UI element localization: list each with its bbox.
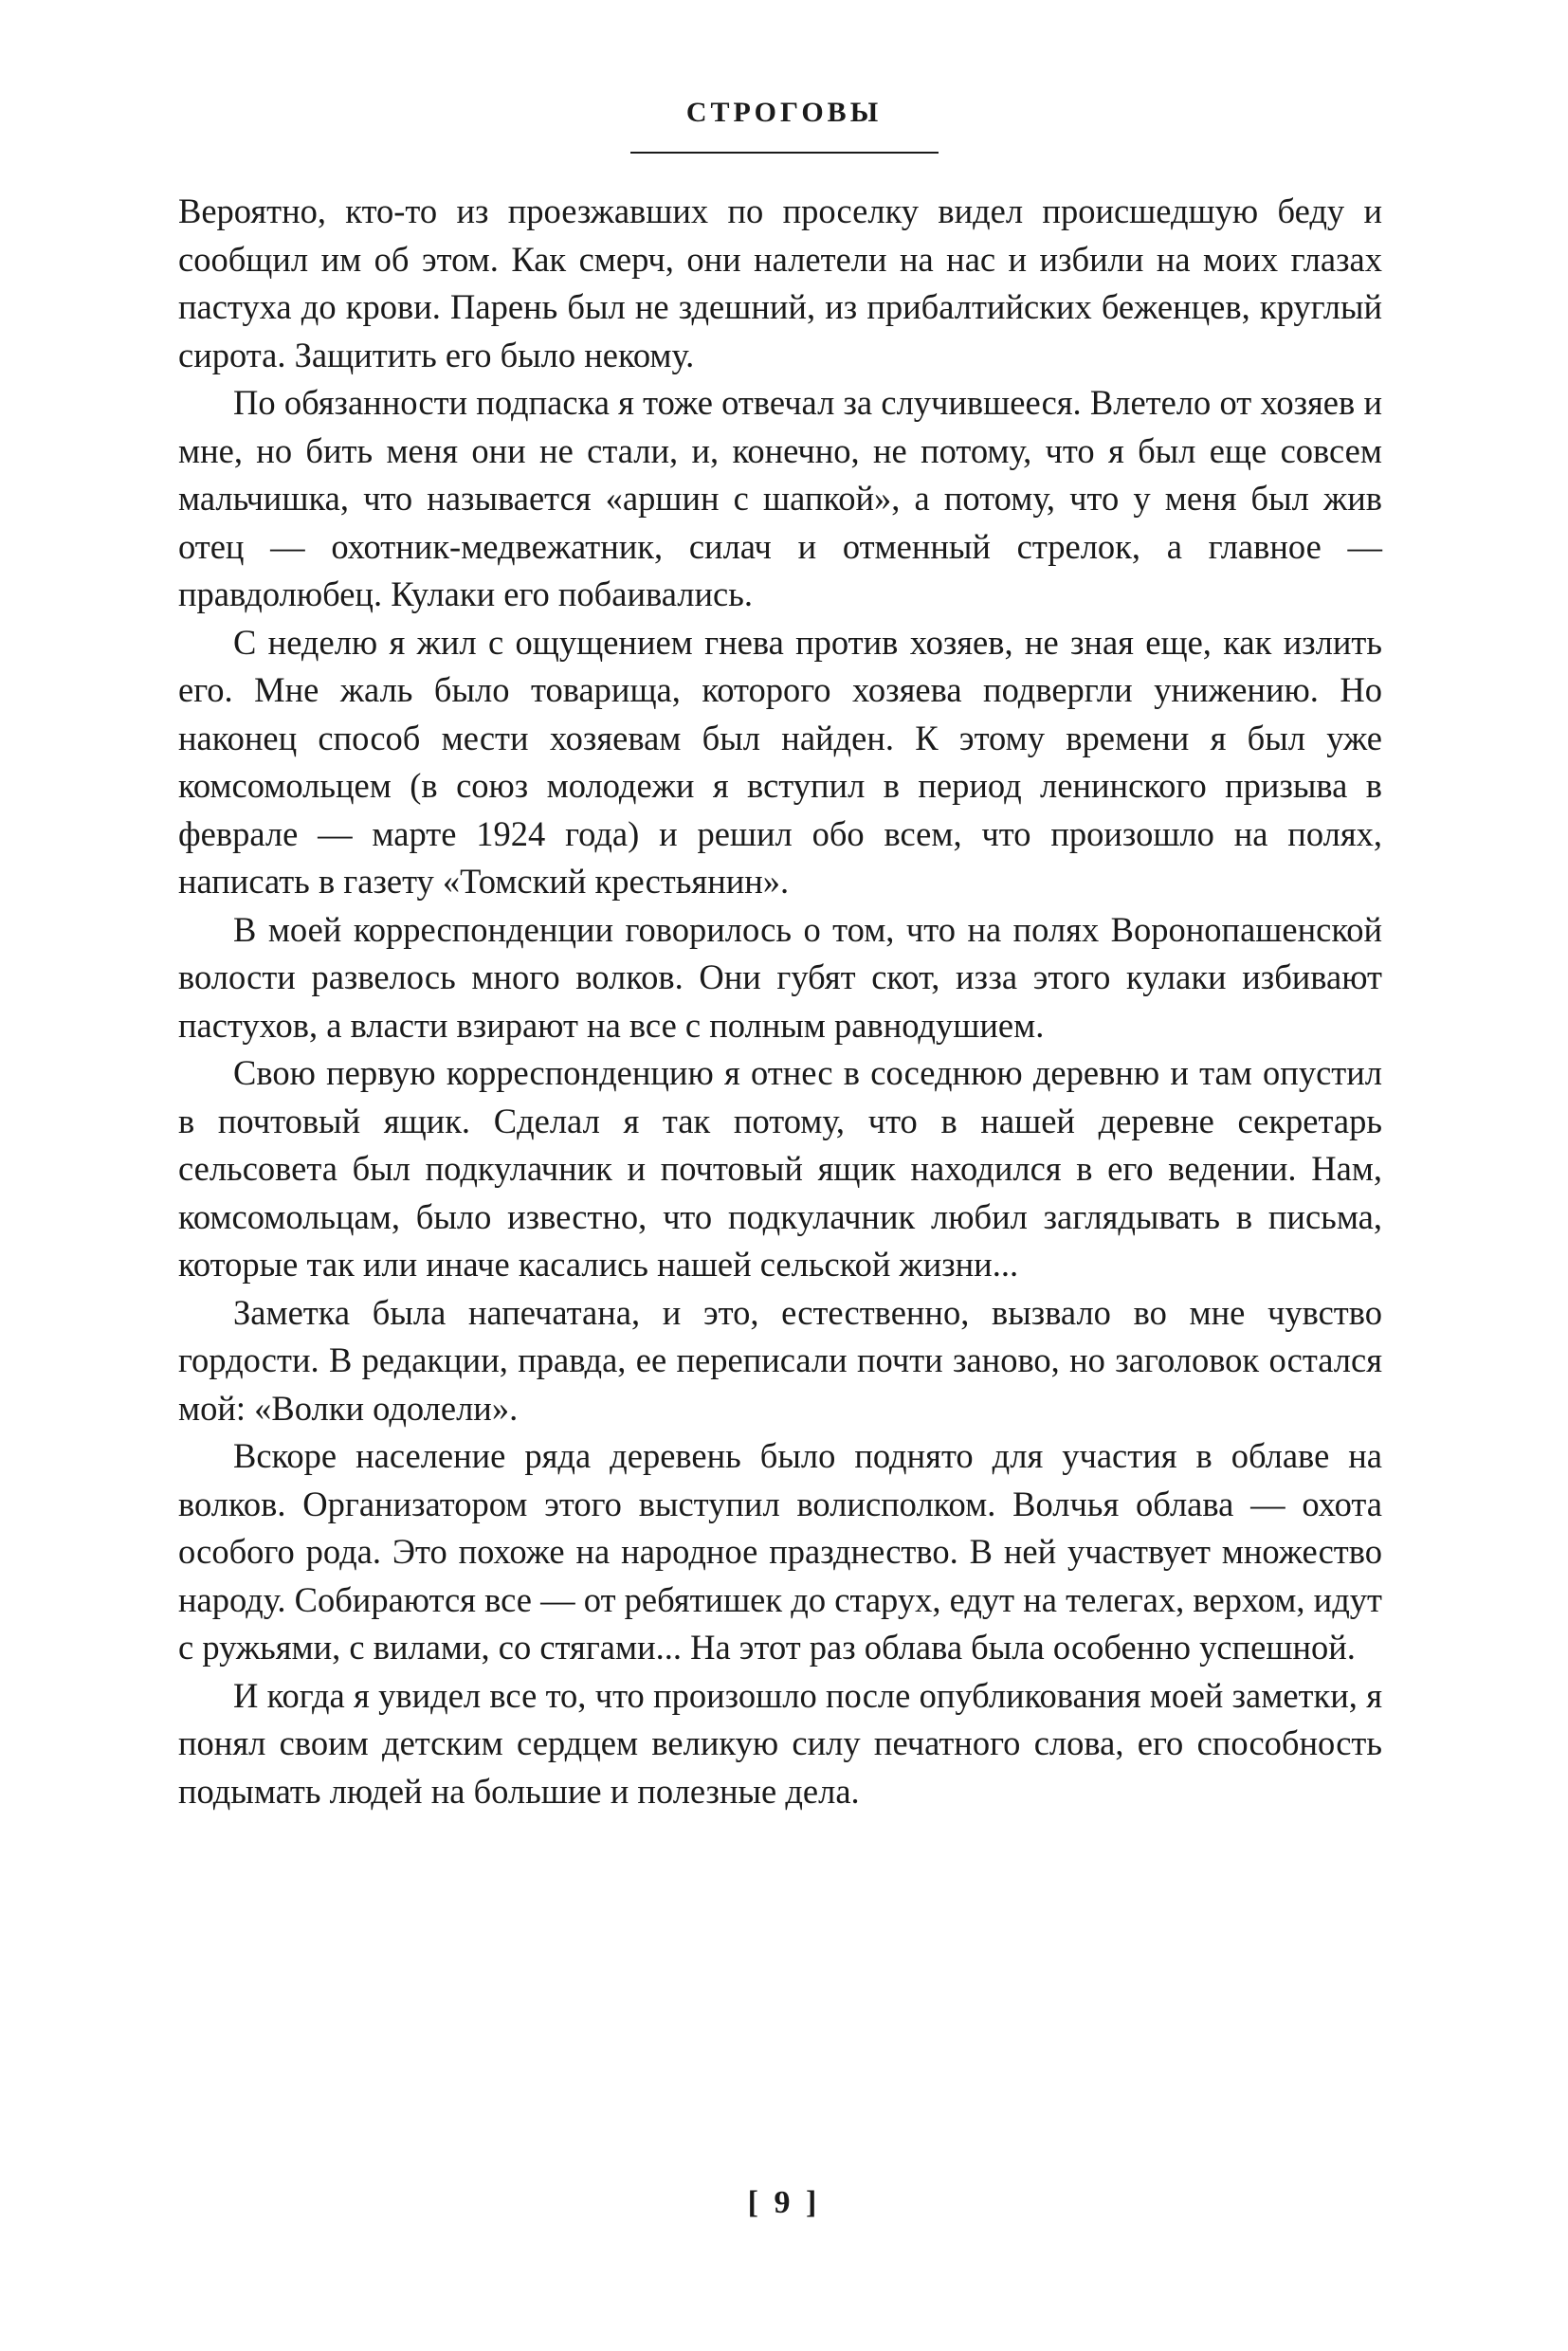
paragraph: Заметка была напечатана, и это, естественно, вызвало во мне чувство гордости. В редакции, правда, ее переписали почти заново, но заголовок остался мой: «Волки одолели». <box>178 1292 1382 1428</box>
paragraph: Вероятно, кто-то из проезжавших по проселку видел происшедшую беду и сообщил им об этом. Как смерч, они налетели на нас и избили на моих глазах пастуха до крови. Парень был не здешний, из прибалтийских беженцев, круглый сирота. Защитить его было некому. <box>178 191 1382 374</box>
body-text <box>178 188 1382 1815</box>
header-rule <box>630 152 939 154</box>
running-title: СТРОГОВЫ <box>685 97 883 128</box>
paragraph: По обязанности подпаска я тоже отвечал за случившееся. Влетело от хозяев и мне, но бить меня они не стали, и, конечно, не потому, что я был еще совсем мальчишка, что называется «аршин с шапкой», а потому, что у меня был жив отец — охотник-медвежатник, силач и отменный стрелок, а главное — правдолюбец. Кулаки его побаивались. <box>178 383 1382 613</box>
paragraph: Вскоре население ряда деревень было поднято для участия в облаве на волков. Организатором этого выступил волисполком. Волчья облава — охота особого рода. Это похоже на народное празднество. В ней участвует множество народу. Собираются все — от ребятишек до старух, едут на телегах, верхом, идут с ружьями, с вилами, со стягами... На этот раз облава была особенно успешной. <box>178 1436 1382 1667</box>
paragraph: И когда я увидел все то, что произошло после опубликования моей заметки, я понял своим детским сердцем великую силу печатного слова, его способность подымать людей на большие и полезные дела. <box>178 1675 1382 1811</box>
paragraph: Свою первую корреспонденцию я отнес в соседнюю деревню и там опустил в почтовый ящик. Сделал я так потому, что в нашей деревне секретарь сельсовета был подкулачник и почтовый ящик находился в его ведении. Нам, комсомольцам, было известно, что подкулачник любил заглядывать в письма, которые так или иначе касались нашей сельской жизни... <box>178 1053 1382 1284</box>
paragraph: С неделю я жил с ощущением гнева против хозяев, не зная еще, как излить его. Мне жаль было товарища, которого хозяева подвергли унижению. Но наконец способ мести хозяевам был найден. К этому времени я был уже комсомольцем (в союз молодежи я вступил в период ленинского призыва в феврале — марте 1924 года) и решил обо всем, что произошло на полях, написать в газету «Томский крестьянин». <box>178 622 1382 901</box>
page-number: [ 9 ] <box>747 2185 821 2220</box>
paragraph: В моей корреспонденции говорилось о том, что на полях Воронопашенской волости развелось много волков. Они губят скот, изза этого кулаки избивают пастухов, а власти взирают на все с полным равнодушием. <box>178 909 1382 1045</box>
